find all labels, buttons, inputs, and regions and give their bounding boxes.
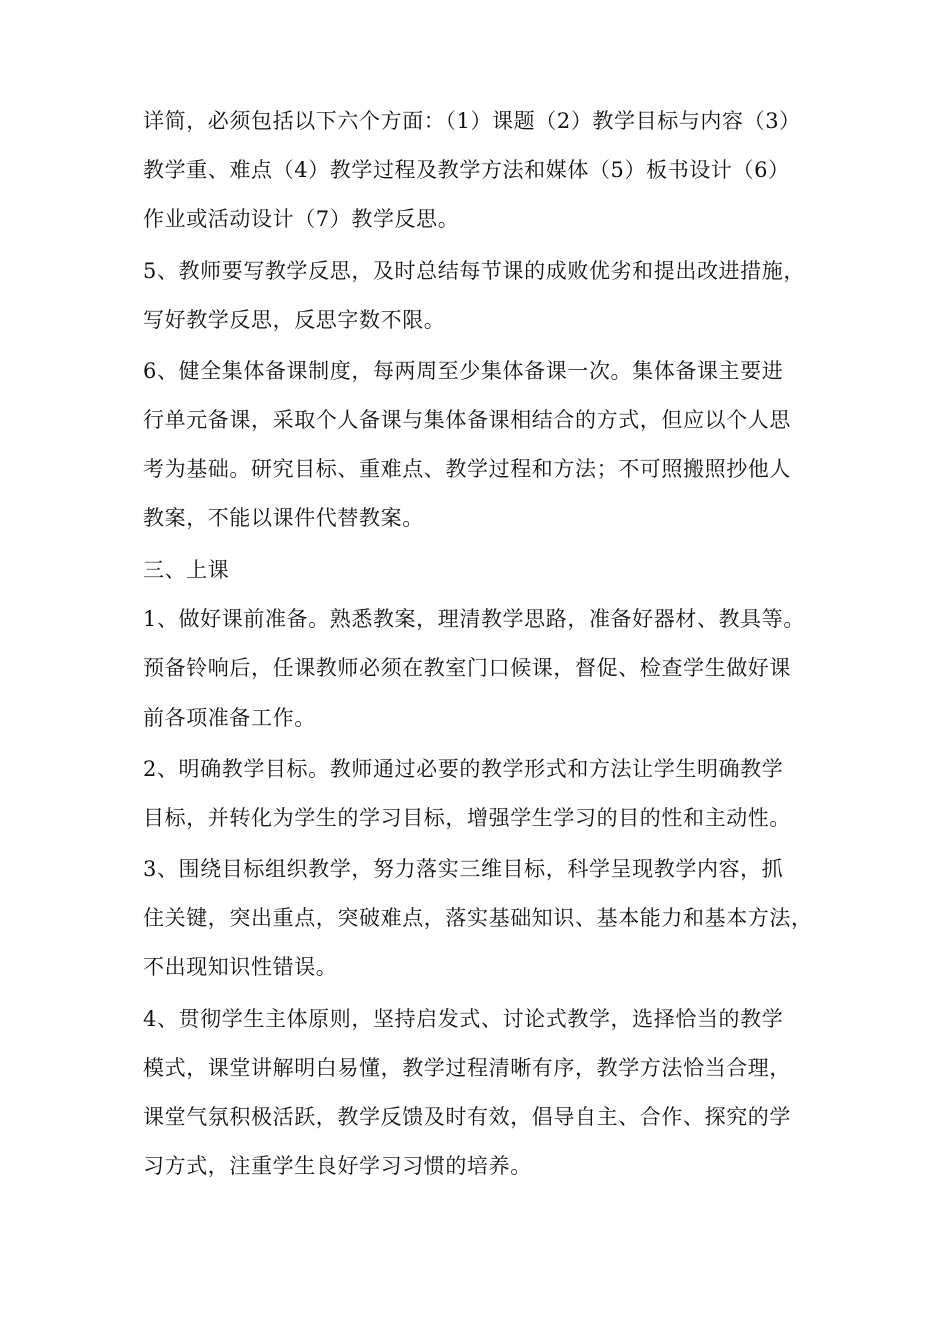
text-line: 教学重、难点（4）教学过程及教学方法和媒体（5）板书设计（6） — [143, 158, 790, 182]
text-line: 模式，课堂讲解明白易懂，教学过程清晰有序，教学方法恰当合理， — [143, 1056, 791, 1080]
text-line: 6、健全集体备课制度，每两周至少集体备课一次。集体备课主要进 — [143, 359, 784, 383]
text-line: 作业或活动设计（7）教学反思。 — [143, 207, 460, 231]
text-line: 写好教学反思，反思字数不限。 — [143, 308, 446, 332]
text-line: 1、做好课前准备。熟悉教案，理清教学思路，准备好器材、教具等。 — [143, 607, 805, 631]
text-line: 住关键，突出重点，突破难点，落实基础知识、基本能力和基本方法， — [143, 906, 813, 930]
text-line: 教案，不能以课件代替教案。 — [143, 506, 424, 530]
text-line: 考为基础。研究目标、重难点、教学过程和方法；不可照搬照抄他人 — [143, 457, 791, 481]
text-line: 详简，必须包括以下六个方面：（1）课题（2）教学目标与内容（3） — [143, 109, 801, 133]
section-heading: 三、上课 — [143, 558, 230, 582]
text-line: 不出现知识性错误。 — [143, 955, 338, 979]
text-line: 4、贯彻学生主体原则，坚持启发式、讨论式教学，选择恰当的教学 — [143, 1007, 784, 1031]
text-line: 预备铃响后，任课教师必须在教室门口候课，督促、检查学生做好课 — [143, 656, 791, 680]
text-line: 目标，并转化为学生的学习目标，增强学生学习的目的性和主动性。 — [143, 806, 791, 830]
text-line: 习方式，注重学生良好学习习惯的培养。 — [143, 1154, 532, 1178]
text-line: 2、明确教学目标。教师通过必要的教学形式和方法让学生明确教学 — [143, 757, 784, 781]
text-line: 3、围绕目标组织教学，努力落实三维目标，科学呈现教学内容，抓 — [143, 857, 784, 881]
text-line: 5、教师要写教学反思，及时总结每节课的成败优劣和提出改进措施， — [143, 259, 805, 283]
text-line: 前各项准备工作。 — [143, 706, 316, 730]
text-line: 课堂气氛积极活跃，教学反馈及时有效，倡导自主、合作、探究的学 — [143, 1105, 791, 1129]
text-line: 行单元备课，采取个人备课与集体备课相结合的方式，但应以个人思 — [143, 408, 791, 432]
